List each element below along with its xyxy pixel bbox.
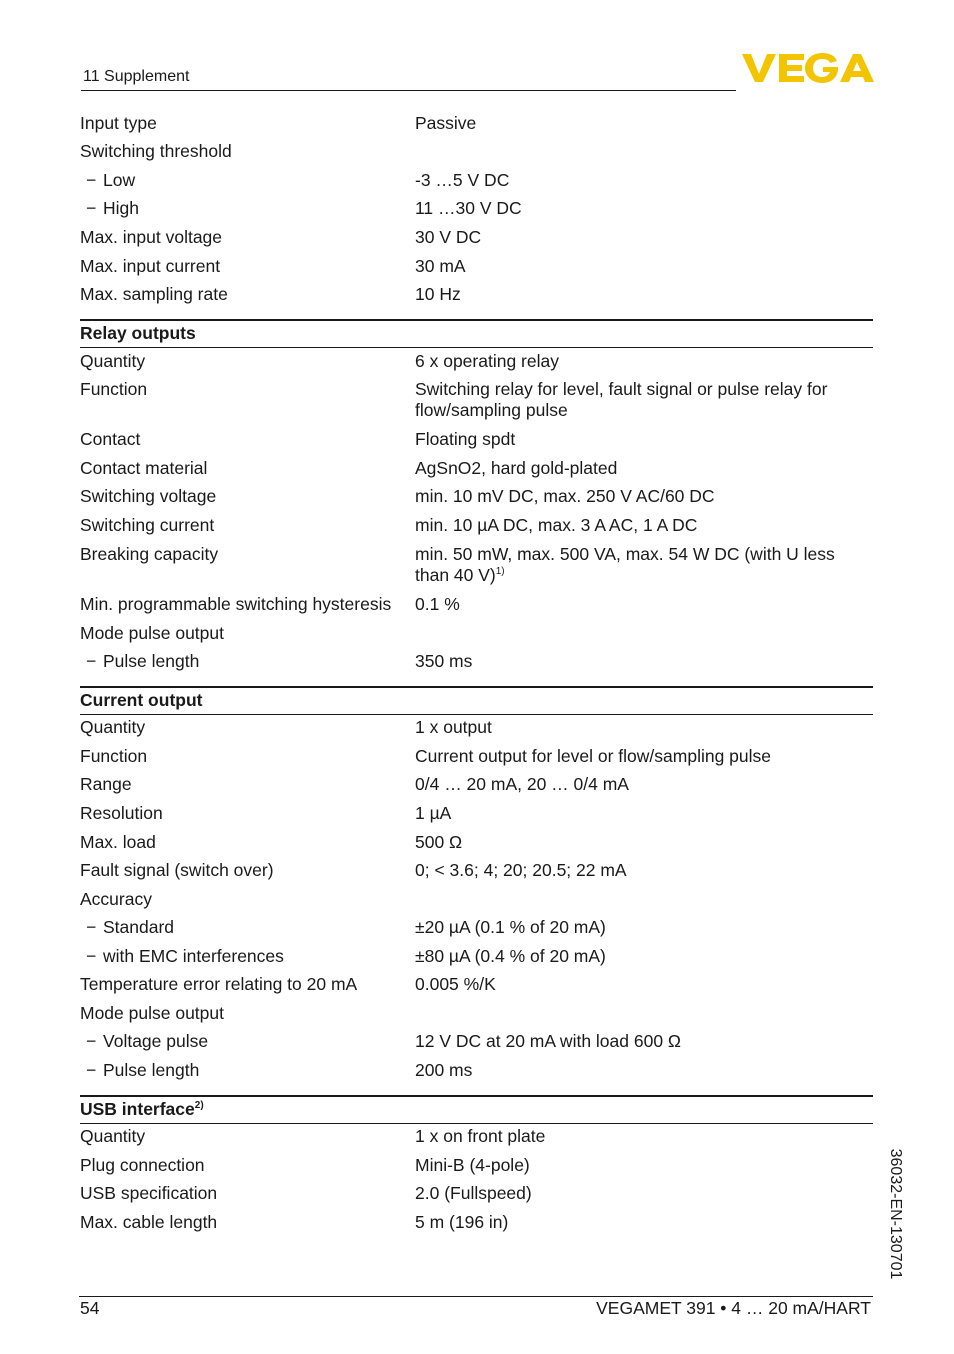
- section-title-relay: Relay outputs: [80, 323, 196, 343]
- spec-value: 350 ms: [415, 651, 473, 671]
- spec-value: ±80 µA (0.4 % of 20 mA): [415, 946, 606, 966]
- document-code: [882, 1138, 908, 1290]
- spec-label: Input type: [80, 113, 157, 133]
- spec-label: Quantity: [80, 1126, 146, 1146]
- section-rule-bottom: [80, 1123, 873, 1124]
- spec-label: Mode pulse output: [80, 623, 224, 643]
- running-header-section: 11 Supplement: [83, 68, 190, 85]
- spec-sublabel: − Voltage pulse: [86, 1031, 208, 1052]
- spec-label: Function: [80, 379, 148, 399]
- section-rule-top: [80, 1095, 873, 1097]
- spec-label: Contact material: [80, 458, 208, 478]
- spec-label: Switching threshold: [80, 141, 232, 161]
- spec-value: -3 …5 V DC: [415, 170, 510, 190]
- spec-label: Max. input current: [80, 256, 221, 276]
- spec-value: 30 mA: [415, 256, 466, 276]
- spec-label: Mode pulse output: [80, 1003, 224, 1023]
- section-title-text: USB interface: [80, 1099, 195, 1119]
- spec-sublabel: − with EMC interferences: [86, 946, 284, 967]
- spec-label: Resolution: [80, 803, 163, 823]
- document-code-text: 36032-EN-130701: [887, 1148, 904, 1280]
- spec-value: min. 10 mV DC, max. 250 V AC/60 DC: [415, 486, 715, 506]
- spec-label: Max. cable length: [80, 1212, 218, 1232]
- spec-label: Switching current: [80, 515, 215, 535]
- spec-sublabel: − Pulse length: [86, 651, 199, 672]
- spec-value-text: min. 50 mW, max. 500 VA, max. 54 W DC (with U less than 40 V): [415, 544, 835, 585]
- section-title-current: Current output: [80, 690, 203, 710]
- spec-sublabel: − Standard: [86, 917, 174, 938]
- footer-document-title: VEGAMET 391 • 4 … 20 mA/HART: [596, 1298, 871, 1318]
- section-title-usb: [80, 1099, 873, 1120]
- spec-sublabel: − Pulse length: [86, 1060, 199, 1081]
- section-rule-top: [80, 686, 873, 688]
- section-rule-bottom: [80, 347, 873, 348]
- spec-sublabel: − High: [86, 198, 139, 219]
- spec-label: USB specification: [80, 1183, 218, 1203]
- spec-value: [415, 544, 865, 586]
- spec-value: 11 …30 V DC: [415, 198, 522, 218]
- spec-label: Range: [80, 774, 132, 794]
- spec-value: 500 Ω: [415, 832, 463, 852]
- footnote-marker: 2): [194, 1100, 204, 1111]
- spec-label: Function: [80, 746, 148, 766]
- spec-value: Current output for level or flow/sampling pulse: [415, 746, 772, 766]
- spec-value: Switching relay for level, fault signal or pulse relay for flow/sampling pulse: [415, 379, 828, 420]
- spec-value: 1 x output: [415, 717, 492, 737]
- spec-value: Passive: [415, 113, 477, 133]
- spec-value: 30 V DC: [415, 227, 482, 247]
- header-divider: [81, 90, 736, 91]
- spec-label: Quantity: [80, 717, 146, 737]
- page-number: 54: [80, 1298, 100, 1318]
- spec-value: 12 V DC at 20 mA with load 600 Ω: [415, 1031, 682, 1051]
- spec-value: 0/4 … 20 mA, 20 … 0/4 mA: [415, 774, 629, 794]
- spec-value: 2.0 (Fullspeed): [415, 1183, 532, 1203]
- spec-value: 0.1 %: [415, 594, 460, 614]
- section-rule-top: [80, 319, 873, 321]
- spec-label: Switching voltage: [80, 486, 217, 506]
- vega-logo: [742, 52, 874, 84]
- spec-value: ±20 µA (0.1 % of 20 mA): [415, 917, 606, 937]
- spec-sublabel: − Low: [86, 170, 135, 191]
- spec-value: 10 Hz: [415, 284, 461, 304]
- section-rule-bottom: [80, 714, 873, 715]
- spec-value: 0.005 %/K: [415, 974, 496, 994]
- spec-value: 6 x operating relay: [415, 351, 559, 371]
- spec-value: 0; < 3.6; 4; 20; 20.5; 22 mA: [415, 860, 627, 880]
- spec-label: Fault signal (switch over): [80, 860, 274, 880]
- spec-value: Floating spdt: [415, 429, 516, 449]
- spec-value: min. 10 µA DC, max. 3 A AC, 1 A DC: [415, 515, 698, 535]
- spec-label: Breaking capacity: [80, 544, 219, 564]
- spec-label: Max. sampling rate: [80, 284, 228, 304]
- spec-label: Quantity: [80, 351, 146, 371]
- spec-value: 5 m (196 in): [415, 1212, 509, 1232]
- spec-label: Max. input voltage: [80, 227, 223, 247]
- spec-value: 1 µA: [415, 803, 452, 823]
- footnote-marker: 1): [495, 566, 505, 577]
- spec-label: Min. programmable switching hysteresis: [80, 594, 392, 614]
- spec-value: 200 ms: [415, 1060, 473, 1080]
- spec-label: Max. load: [80, 832, 156, 852]
- vega-logo-mark: [742, 52, 874, 84]
- spec-value: Mini-B (4-pole): [415, 1155, 530, 1175]
- spec-value: AgSnO2, hard gold-plated: [415, 458, 618, 478]
- spec-label: Plug connection: [80, 1155, 205, 1175]
- spec-label: Accuracy: [80, 889, 152, 909]
- footer-divider: [79, 1296, 873, 1297]
- spec-label: Contact: [80, 429, 141, 449]
- spec-value: 1 x on front plate: [415, 1126, 546, 1146]
- spec-label: Temperature error relating to 20 mA: [80, 974, 358, 994]
